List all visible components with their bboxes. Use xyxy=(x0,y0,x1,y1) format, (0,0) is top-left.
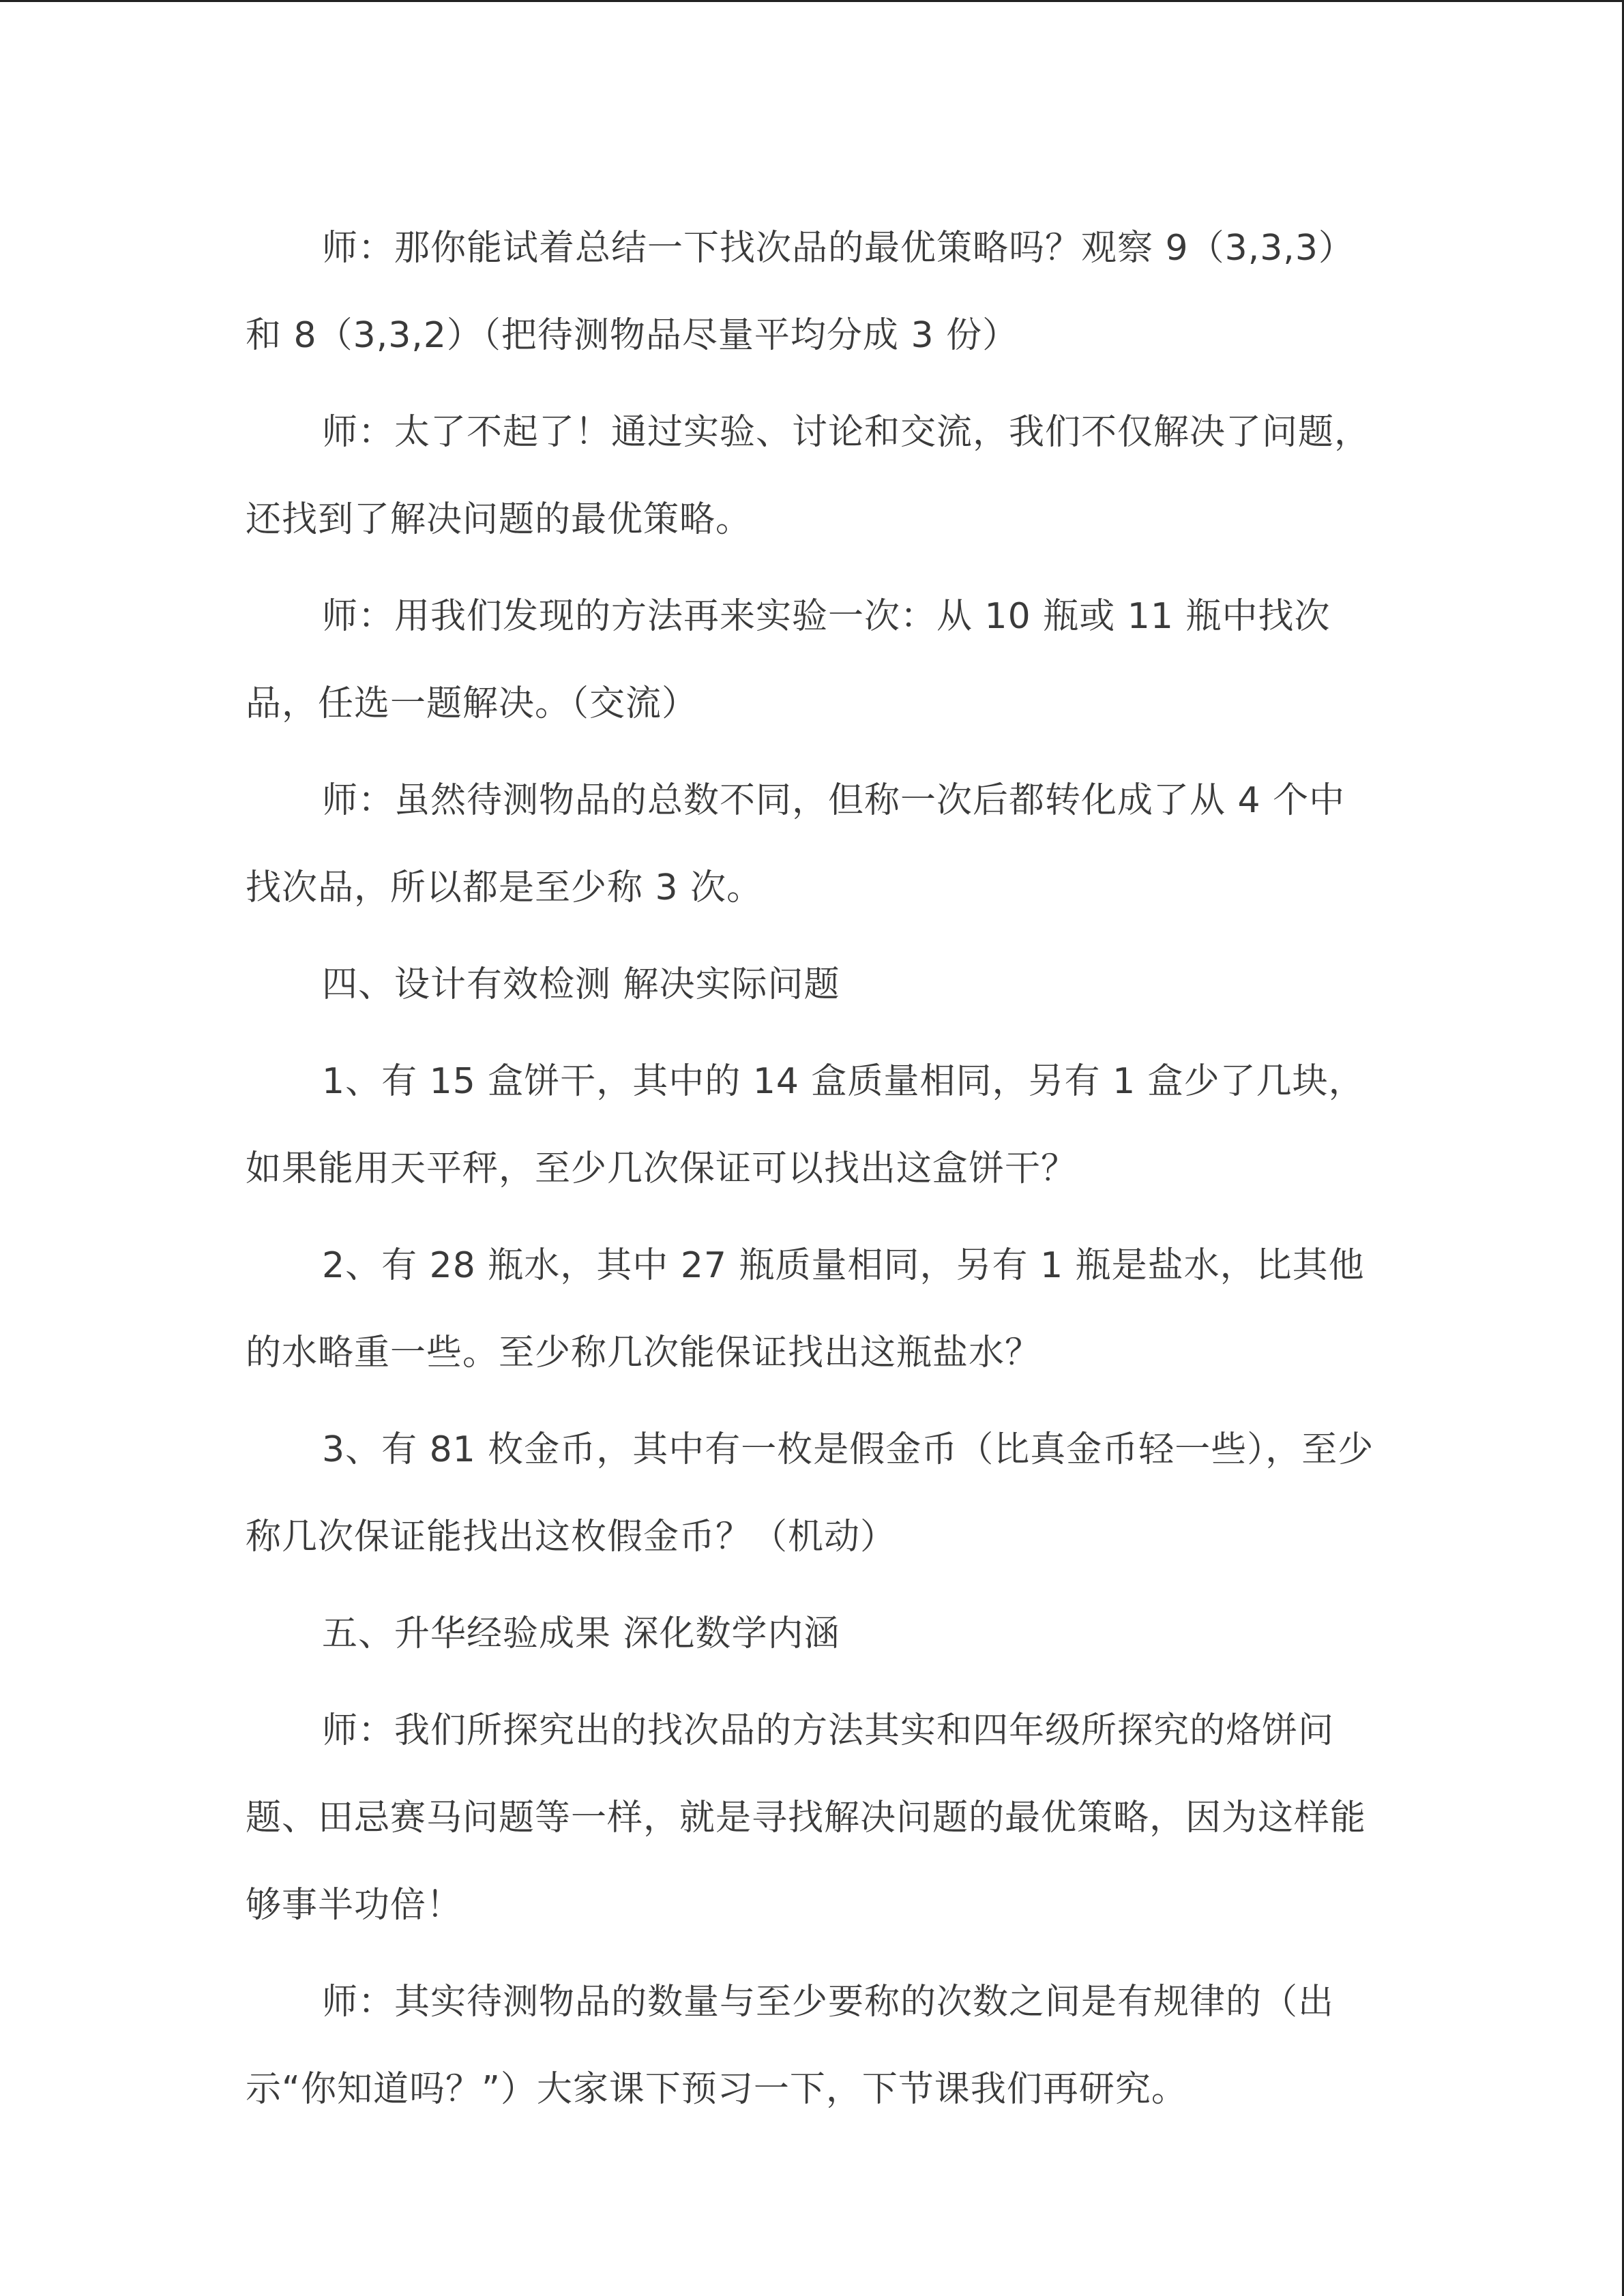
document-body xyxy=(246,205,1378,2143)
paragraph-optimal-strategy-question: 师：那你能试着总结一下找次品的最优策略吗？观察 9（3,3,3）和 8（3,3,2）（把待测物品尽量平均分成 3 份） xyxy=(246,228,1355,356)
paragraph-rule-preview: 师：其实待测物品的数量与至少要称的次数之间是有规律的（出示“你知道吗？”）大家课下预习一下，下节课我们再研究。 xyxy=(246,1982,1335,2110)
page-top-border xyxy=(0,0,1624,2)
section-heading-five: 五、升华经验成果 深化数学内涵 xyxy=(322,1613,840,1654)
exercise-1: 1、有 15 盒饼干，其中的 14 盒质量相同，另有 1 盒少了几块，如果能用天平秤，至少几次保证可以找出这盒饼干？ xyxy=(246,1061,1365,1189)
exercise-3: 3、有 81 枚金币，其中有一枚是假金币（比真金币轻一些），至少称几次保证能找出这枚假金币？（机动） xyxy=(246,1429,1374,1557)
exercise-2: 2、有 28 瓶水，其中 27 瓶质量相同，另有 1 瓶是盐水，比其他的水略重一些。至少称几次能保证找出这瓶盐水？ xyxy=(246,1245,1365,1373)
section-heading-four: 四、设计有效检测 解决实际问题 xyxy=(322,964,840,1005)
paragraph-praise: 师：太了不起了！通过实验、讨论和交流，我们不仅解决了问题，还找到了解决问题的最优策略。 xyxy=(246,412,1371,540)
paragraph-method-comparison: 师：我们所探究出的找次品的方法其实和四年级所探究的烙饼问题、田忌赛马问题等一样，就是寻找解决问题的最优策略，因为这样能够事半功倍！ xyxy=(246,1710,1367,1926)
paragraph-experiment-again: 师：用我们发现的方法再来实验一次：从 10 瓶或 11 瓶中找次品，任选一题解决。（交流） xyxy=(246,596,1331,724)
paragraph-conversion-summary: 师：虽然待测物品的总数不同，但称一次后都转化成了从 4 个中找次品，所以都是至少称 3 次。 xyxy=(246,780,1346,908)
